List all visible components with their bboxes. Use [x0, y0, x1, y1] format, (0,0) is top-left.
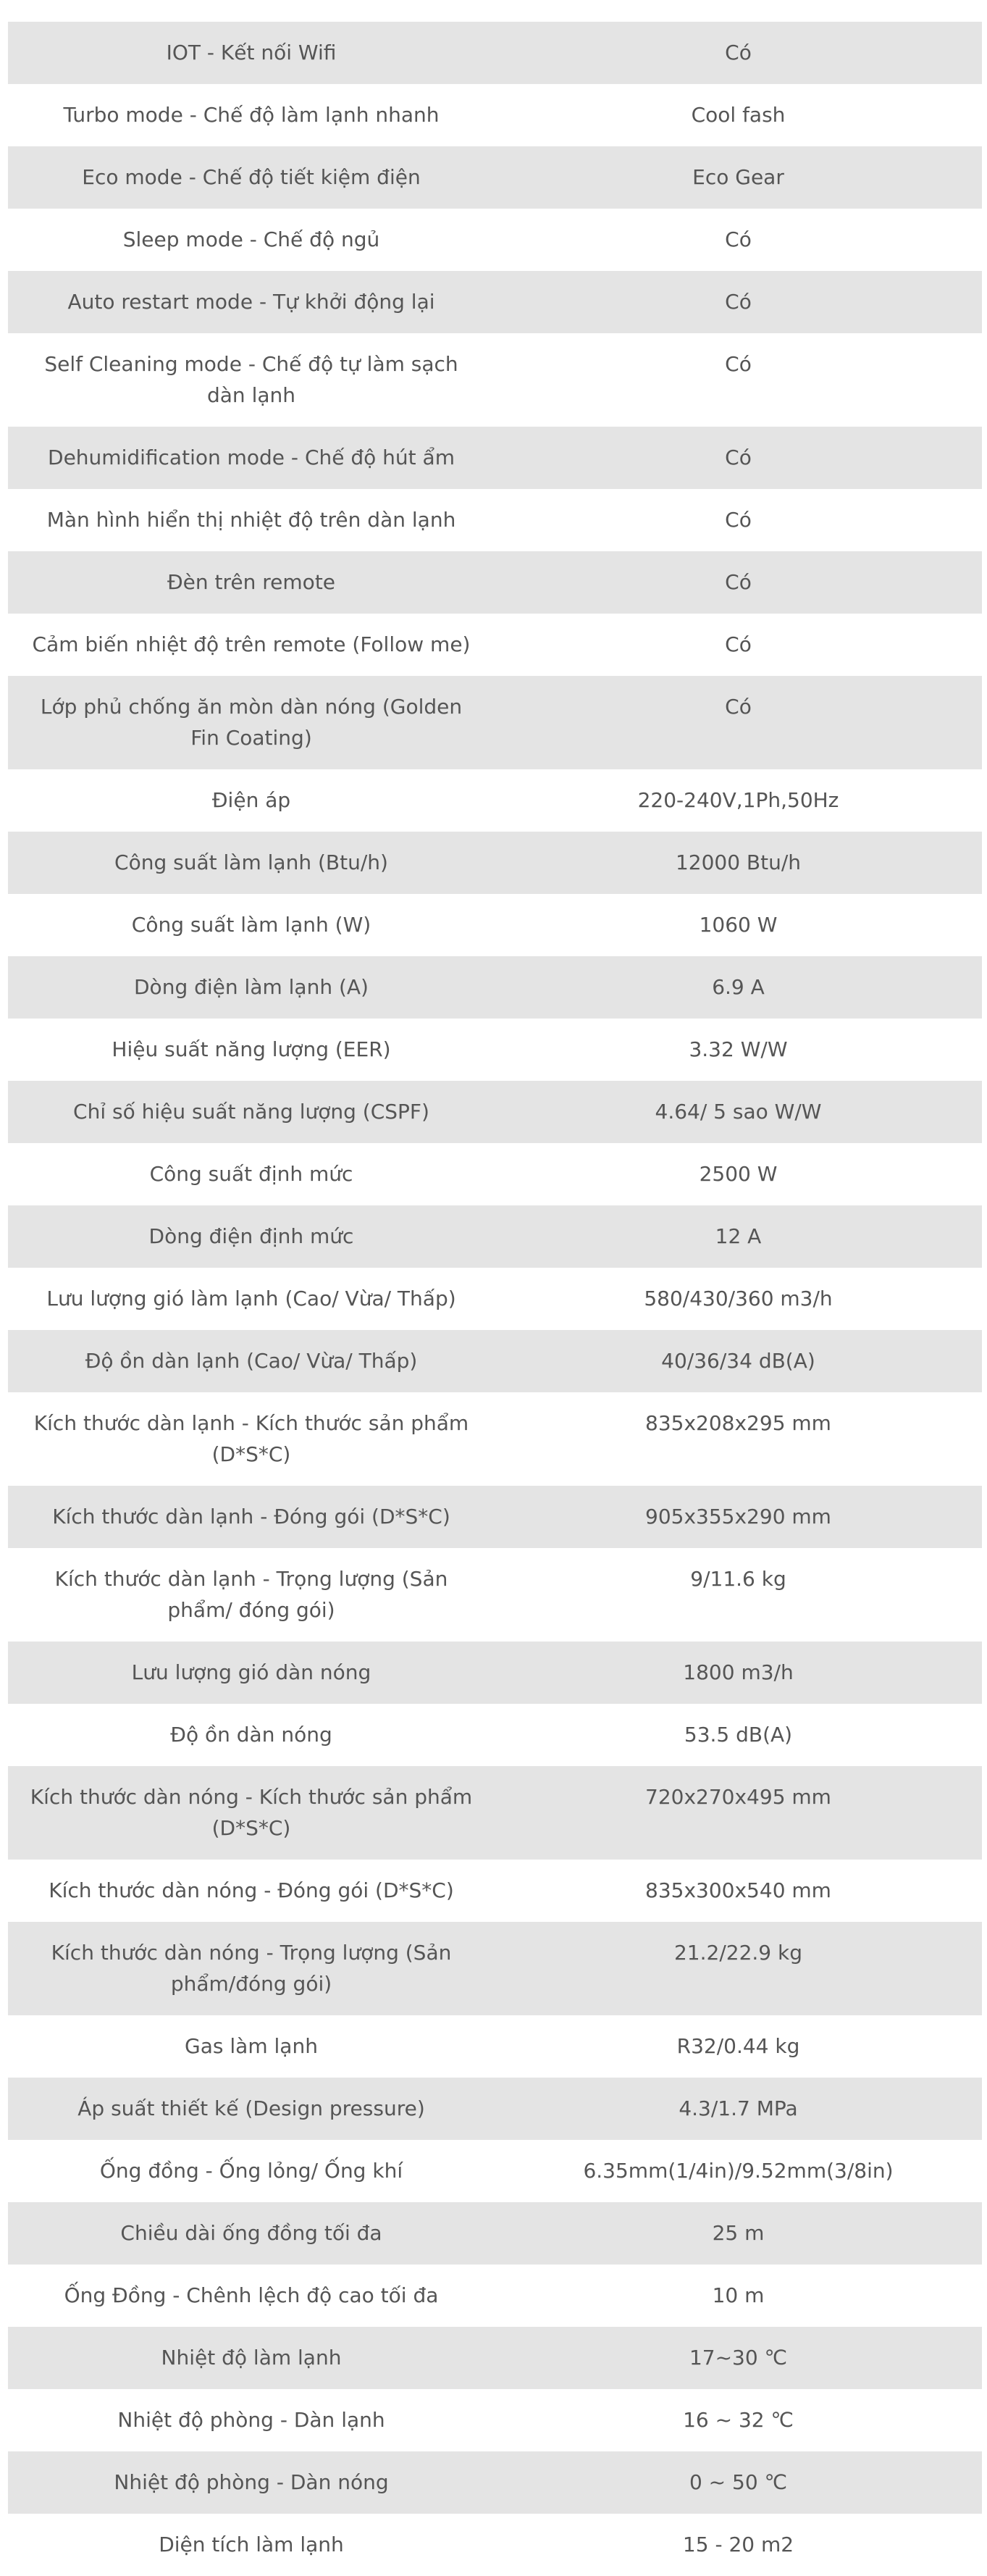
table-row — [8, 2327, 982, 2389]
table-row — [8, 1766, 982, 1860]
table-row — [8, 1642, 982, 1704]
spec-value: 835x208x295 mm — [645, 1411, 831, 1435]
spec-label: Dòng điện làm lạnh (A) — [134, 975, 369, 999]
table-row — [8, 2015, 982, 2078]
table-row — [8, 551, 982, 614]
table-row — [8, 209, 982, 271]
spec-label: Gas làm lạnh — [185, 2034, 318, 2058]
spec-label: Áp suất thiết kế (Design pressure) — [77, 2096, 425, 2120]
spec-value: 6.35mm(1/4in)/9.52mm(3/8in) — [583, 2159, 894, 2183]
table-row — [8, 333, 982, 427]
spec-value: 720x270x495 mm — [645, 1785, 831, 1809]
spec-value: 17~30 ℃ — [689, 2346, 788, 2370]
spec-label: Dehumidification mode - Chế độ hút ẩm — [48, 446, 455, 469]
spec-label: Lớp phủ chống ăn mòn dàn nóng (Golden Fin Coating) — [40, 695, 463, 750]
spec-label: Eco mode - Chế độ tiết kiệm điện — [82, 165, 421, 189]
spec-label: Nhiệt độ làm lạnh — [161, 2346, 342, 2370]
spec-value: 0 ~ 50 ℃ — [689, 2470, 788, 2494]
spec-label: Màn hình hiển thị nhiệt độ trên dàn lạnh — [46, 508, 456, 532]
table-row — [8, 676, 982, 769]
spec-label: Diện tích làm lạnh — [159, 2533, 344, 2556]
spec-label: Kích thước dàn nóng - Kích thước sản phẩm (D*S*C) — [30, 1785, 473, 1840]
spec-value: 12000 Btu/h — [675, 850, 802, 874]
spec-value: Có — [725, 508, 752, 532]
spec-value: 16 ~ 32 ℃ — [683, 2408, 794, 2432]
table-row — [8, 2451, 982, 2514]
table-row — [8, 1205, 982, 1268]
table-row — [8, 1081, 982, 1143]
spec-value: Eco Gear — [692, 165, 784, 189]
spec-label: Đèn trên remote — [167, 570, 336, 594]
spec-label: Lưu lượng gió làm lạnh (Cao/ Vừa/ Thấp) — [46, 1287, 456, 1310]
spec-value: 580/430/360 m3/h — [644, 1287, 833, 1310]
spec-label: Ống đồng - Ống lỏng/ Ống khí — [99, 2159, 403, 2183]
spec-label: Độ ồn dàn nóng — [170, 1723, 332, 1747]
spec-label: IOT - Kết nối Wifi — [166, 41, 337, 64]
spec-label: Kích thước dàn lạnh - Kích thước sản phẩm (D*S*C) — [33, 1411, 469, 1466]
spec-label: Auto restart mode - Tự khởi động lại — [67, 290, 435, 314]
table-row — [8, 1860, 982, 1922]
spec-value: Có — [725, 632, 752, 656]
spec-label: Lưu lượng gió dàn nóng — [131, 1660, 371, 1684]
table-row — [8, 1486, 982, 1548]
spec-value: R32/0.44 kg — [676, 2034, 800, 2058]
spec-label: Ống Đồng - Chênh lệch độ cao tối đa — [64, 2283, 439, 2307]
spec-value: Có — [725, 695, 752, 719]
spec-value: Có — [725, 290, 752, 314]
table-row — [8, 2140, 982, 2202]
spec-value: Có — [725, 41, 752, 64]
table-row — [8, 2078, 982, 2140]
spec-value: 2500 W — [699, 1162, 778, 1186]
spec-value: 220-240V,1Ph,50Hz — [637, 788, 839, 812]
table-row — [8, 769, 982, 832]
spec-label: Self Cleaning mode - Chế độ tự làm sạch dàn lạnh — [44, 352, 458, 407]
spec-value: 12 A — [715, 1224, 762, 1248]
spec-label: Kích thước dàn lạnh - Trọng lượng (Sản phẩm/ đóng gói) — [54, 1567, 448, 1622]
spec-value: 25 m — [712, 2221, 765, 2245]
spec-value: 9/11.6 kg — [690, 1567, 786, 1591]
table-row — [8, 1392, 982, 1486]
spec-value: 835x300x540 mm — [645, 1878, 831, 1902]
table-row — [8, 2514, 982, 2576]
table-row — [8, 614, 982, 676]
spec-label: Kích thước dàn lạnh - Đóng gói (D*S*C) — [52, 1505, 450, 1529]
table-row — [8, 1143, 982, 1205]
table-row — [8, 1548, 982, 1642]
spec-value: Có — [725, 570, 752, 594]
table-row — [8, 2389, 982, 2451]
spec-label: Nhiệt độ phòng - Dàn nóng — [114, 2470, 389, 2494]
spec-value: 21.2/22.9 kg — [673, 1941, 802, 1965]
spec-value: Có — [725, 227, 752, 251]
spec-label: Nhiệt độ phòng - Dàn lạnh — [117, 2408, 385, 2432]
spec-value: 905x355x290 mm — [645, 1505, 831, 1529]
table-row — [8, 2265, 982, 2327]
spec-value: 15 - 20 m2 — [682, 2533, 794, 2556]
spec-value: 4.3/1.7 MPa — [679, 2096, 798, 2120]
spec-value: 53.5 dB(A) — [684, 1723, 793, 1747]
spec-label: Turbo mode - Chế độ làm lạnh nhanh — [63, 103, 440, 127]
table-row — [8, 1268, 982, 1330]
table-row — [8, 22, 982, 84]
spec-value: 10 m — [712, 2283, 765, 2307]
spec-label: Công suất làm lạnh (Btu/h) — [114, 850, 388, 874]
spec-table — [8, 22, 982, 2576]
table-row — [8, 1019, 982, 1081]
spec-value: 1060 W — [699, 913, 778, 937]
spec-value: 1800 m3/h — [683, 1660, 794, 1684]
spec-label: Cảm biến nhiệt độ trên remote (Follow me) — [32, 632, 471, 656]
spec-label: Kích thước dàn nóng - Trọng lượng (Sản phẩm/đóng gói) — [51, 1941, 452, 1996]
table-row — [8, 832, 982, 894]
table-row — [8, 2202, 982, 2265]
spec-value: Cool fash — [691, 103, 786, 127]
spec-label: Độ ồn dàn lạnh (Cao/ Vừa/ Thấp) — [85, 1349, 418, 1373]
table-row — [8, 271, 982, 333]
table-row — [8, 1922, 982, 2015]
spec-label: Công suất định mức — [149, 1162, 353, 1186]
table-row — [8, 84, 982, 146]
spec-label: Công suất làm lạnh (W) — [131, 913, 371, 937]
table-row — [8, 489, 982, 551]
table-row — [8, 1330, 982, 1392]
spec-label: Sleep mode - Chế độ ngủ — [122, 227, 380, 251]
spec-value: 40/36/34 dB(A) — [661, 1349, 815, 1373]
spec-label: Dòng điện định mức — [148, 1224, 354, 1248]
table-row — [8, 1704, 982, 1766]
spec-value: Có — [725, 352, 752, 376]
table-row — [8, 146, 982, 209]
spec-label: Kích thước dàn nóng - Đóng gói (D*S*C) — [49, 1878, 454, 1902]
table-row — [8, 427, 982, 489]
spec-label: Điện áp — [211, 788, 291, 812]
spec-label: Chỉ số hiệu suất năng lượng (CSPF) — [73, 1100, 429, 1124]
spec-label: Chiều dài ống đồng tối đa — [120, 2221, 382, 2245]
table-row — [8, 894, 982, 956]
spec-value: 4.64/ 5 sao W/W — [655, 1100, 822, 1124]
table-row — [8, 956, 982, 1019]
spec-value: Có — [725, 446, 752, 469]
spec-value: 3.32 W/W — [689, 1037, 788, 1061]
spec-value: 6.9 A — [712, 975, 765, 999]
spec-label: Hiệu suất năng lượng (EER) — [112, 1037, 391, 1061]
